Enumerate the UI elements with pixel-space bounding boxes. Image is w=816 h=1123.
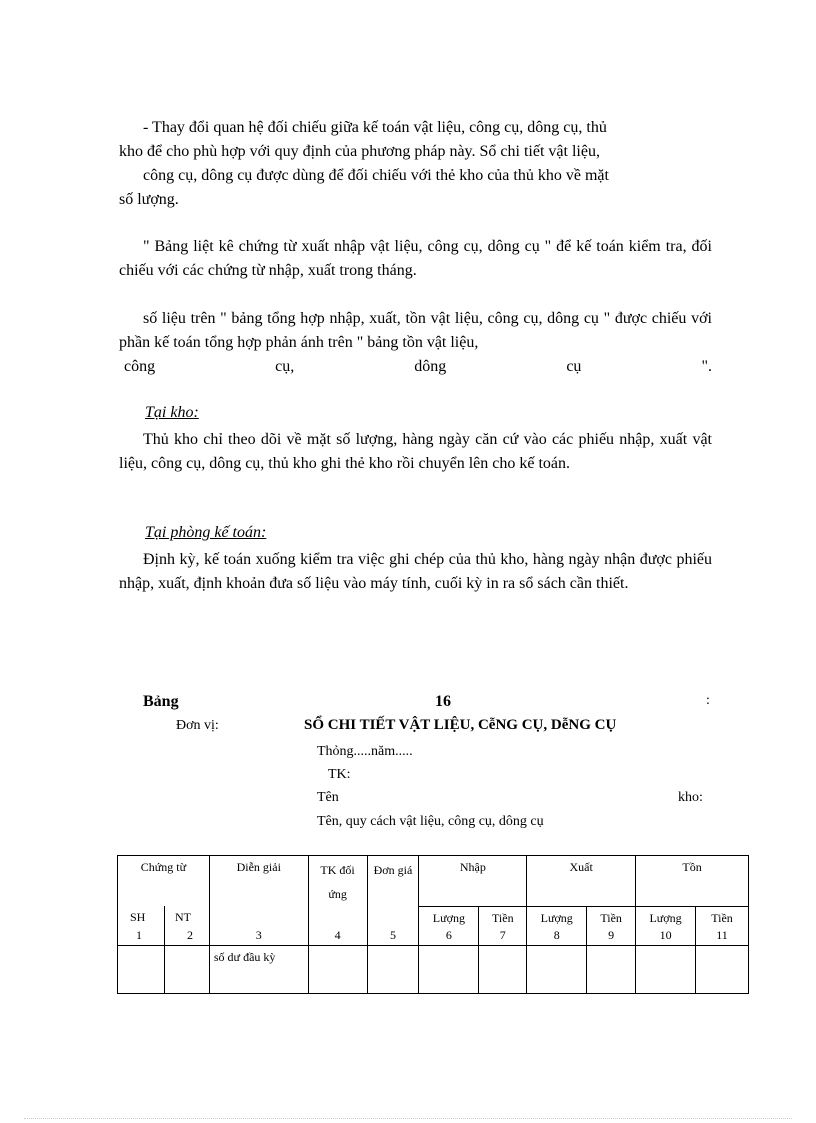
account-label: TK:: [328, 767, 351, 782]
header-xuat: Xuất: [527, 856, 636, 907]
col-number: 5: [367, 928, 419, 946]
paragraph-summary: [119, 307, 712, 355]
text-block: số liệu trên " bảng tổng hợp nhập, xuất, tồn vật liệu, công cụ, dông cụ " được chiếu với phần kế toán tổng hợp phản ánh trên " bảng tồn vật liệu,: [119, 310, 712, 351]
header-tien-ton: Tiền: [696, 906, 749, 928]
cell-tien-xuat: [587, 945, 636, 993]
text-line: kho để cho phù hợp với quy định của phương pháp này. Sổ chi tiết vật liệu,: [119, 143, 600, 160]
cell-luong-ton: [636, 945, 696, 993]
cell-tien-ton: [696, 945, 749, 993]
cell-tien-nhap: [479, 945, 527, 993]
word: cụ,: [275, 358, 295, 375]
header-don-gia: Đơn giá: [367, 856, 419, 928]
header-dien-giai: Diễn giải: [209, 856, 308, 928]
col-number: 11: [696, 928, 749, 946]
paragraph-warehouse: [119, 428, 712, 476]
col-number: 3: [209, 928, 308, 946]
col-number: 4: [308, 928, 367, 946]
header-tien-nhap: Tiền: [479, 906, 527, 928]
col-number: 6: [419, 928, 479, 946]
col-number: 7: [479, 928, 527, 946]
word: cụ: [566, 358, 582, 375]
table-number: 16: [435, 693, 451, 710]
table-label: Bảng: [143, 693, 179, 710]
header-nt: NT: [164, 906, 209, 928]
spec-label: Tên, quy cách vật liệu, công cụ, dông cụ: [317, 814, 544, 829]
month-year: Thỏng.....năm.....: [317, 744, 413, 759]
ledger-table: [117, 855, 749, 994]
name-label: Tên: [317, 790, 339, 805]
text-line: công cụ, dông cụ được dùng để đối chiếu với thẻ kho của thủ kho về mặt: [143, 167, 609, 184]
word: công: [124, 358, 156, 375]
cell-don-gia: [367, 945, 419, 993]
header-tk-doi-ung: TK đối ứng: [308, 856, 367, 928]
text-line: số lượng.: [119, 191, 179, 208]
page-bottom-rule: [24, 1118, 792, 1119]
header-tien-xuat: Tiền: [587, 906, 636, 928]
cell-sh: [118, 945, 165, 993]
word: ".: [701, 358, 712, 375]
col-number: 9: [587, 928, 636, 946]
text-block: Thủ kho chỉ theo dõi về mặt số lượng, hàng ngày căn cứ vào các phiếu nhập, xuất vật liệu, công cụ, dông cụ, thủ kho ghi thẻ kho rồi chuyển lên cho kế toán.: [119, 431, 712, 472]
unit-label: Đơn vị:: [176, 718, 219, 733]
cell-luong-nhap: [419, 945, 479, 993]
cell-luong-xuat: [527, 945, 587, 993]
header-luong-xuat: Lượng: [527, 906, 587, 928]
header-chung-tu: Chứng từ: [118, 856, 210, 907]
col-number: 1: [118, 928, 165, 946]
paragraph-listing: [119, 235, 712, 283]
header-luong-nhap: Lượng: [419, 906, 479, 928]
table-colon: :: [706, 693, 710, 708]
col-number: 2: [164, 928, 209, 946]
cell-opening-balance: số dư đầu kỳ: [209, 945, 308, 993]
header-luong-ton: Lượng: [636, 906, 696, 928]
text-block: Định kỳ, kế toán xuống kiểm tra việc ghi chép của thủ kho, hàng ngày nhận được phiếu nhập, xuất, định khoản đưa số liệu vào máy tính, cuối kỳ in ra sổ sách cần thiết.: [119, 551, 712, 592]
header-ton: Tồn: [636, 856, 749, 907]
heading-accounting-room: Tại phòng kế toán:: [145, 524, 267, 541]
col-number: 8: [527, 928, 587, 946]
paragraph-summary-last-line: [124, 355, 712, 379]
col-number: 10: [636, 928, 696, 946]
cell-tk: [308, 945, 367, 993]
cell-nt: [164, 945, 209, 993]
paragraph-comparison: [119, 116, 712, 212]
ledger-title: SỔ CHI TIẾT VẬT LIỆU, CễNG CỤ, DễNG CỤ: [304, 717, 617, 733]
warehouse-label: kho:: [678, 790, 703, 805]
table-header-row: [118, 856, 749, 907]
table-column-number-row: [118, 928, 749, 946]
header-sh: SH: [118, 906, 165, 928]
table-row: [118, 945, 749, 993]
text-line: - Thay đổi quan hệ đối chiếu giữa kế toán vật liệu, công cụ, dông cụ, thủ: [143, 119, 607, 136]
paragraph-accounting-room: [119, 548, 712, 596]
header-nhap: Nhập: [419, 856, 527, 907]
word: dông: [414, 358, 447, 375]
heading-warehouse: Tại kho:: [145, 404, 199, 421]
text-block: " Bảng liệt kê chứng từ xuất nhập vật liệu, công cụ, dông cụ " để kế toán kiểm tra, đối chiếu với các chứng từ nhập, xuất trong tháng.: [119, 238, 712, 279]
